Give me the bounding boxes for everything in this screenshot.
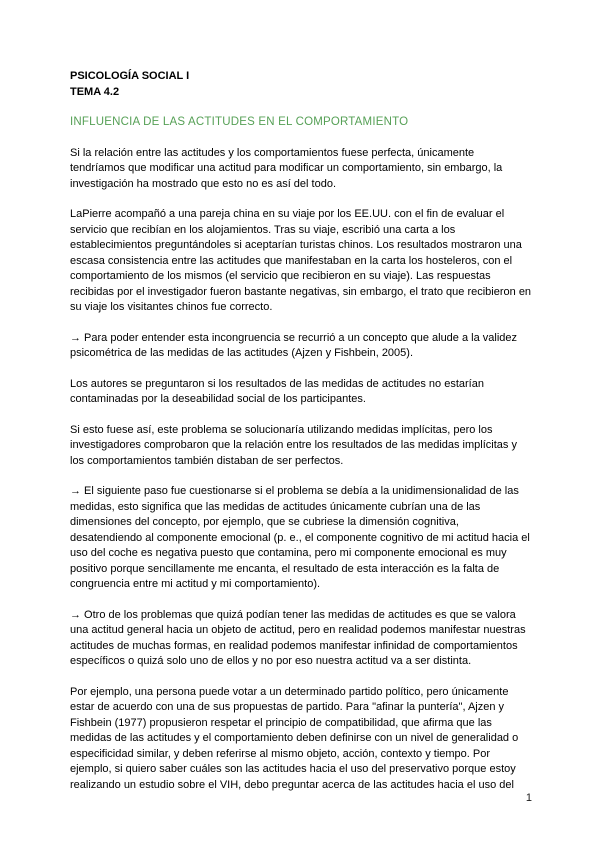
paragraph-medidas-implicitas: Si esto fuese así, este problema se solucionaría utilizando medidas implícitas, pero los investigadores comprobaron que la relación entre los resultados de las medidas implícitas y los comportamientos también distaban de ser perfectos.	[70, 423, 521, 467]
paragraph-unidimensionalidad: → El siguiente paso fue cuestionarse si el problema se debía a la unidimensionalidad de las medidas, esto significa que las medidas de actitudes únicamente cubrían una de las dimensiones del concepto, por ejemplo, que se cubriese la dimensión cognitiva, desatendiendo al componente emocional (p. e., el componente cognitivo de mi actitud hacia el uso del coche es negativa puesto que contamina, pero mi componente emocional es muy positivo porque sencillamente me encanta, el resultado de esta interacción es la falta de congruencia entre mi actitud y mi comportamiento).	[70, 485, 533, 590]
paragraph-intro: Si la relación entre las actitudes y los comportamientos fuese perfecta, únicamente tendríamos que modificar una actitud para modificar un comportamiento, sin embargo, la investigación ha mostrado que esto no es así del todo.	[70, 146, 506, 190]
paragraph-lapierre-study: LaPierre acompañó a una pareja china en su viaje por los EE.UU. con el fin de evaluar el servicio que recibían en los alojamientos. Tras su viaje, escribió una carta a los establecimientos preguntándoles si aceptarían turistas chinos. Los resultados mostraron una escasa consistencia entre las actitudes que manifestaban en la carta los hosteleros, con el comportamiento de los mismos (el servicio que recibieron en su viaje). Las respuestas recibidas por el investigador fueron bastante negativas, sin embargo, el trato que recibieron en su viaje los visitantes chinos fue correcto.	[70, 208, 535, 313]
section-title: INFLUENCIA DE LAS ACTITUDES EN EL COMPORTAMIENTO	[70, 116, 409, 128]
doc-header	[70, 69, 532, 100]
paragraph-deseabilidad: Los autores se preguntaron si los resultados de las medidas de actitudes no estarían contaminadas por la deseabilidad social de los participantes.	[70, 377, 488, 405]
paragraph-actitud-general: → Otro de los problemas que quizá podían tener las medidas de actitudes es que se valora una actitud general hacia un objeto de actitud, pero en realidad podemos manifestar nuestras actitudes de muchas formas, en realidad podemos manifestar infinidad de comportamientos específicos o quizá solo uno de ellos y no por eso nuestra actitud va a ser distinta.	[70, 608, 529, 667]
document-content	[70, 69, 535, 793]
doc-topic-number: TEMA 4.2	[70, 85, 120, 98]
page-number: 1	[525, 792, 532, 804]
paragraph-incongruencia: → Para poder entender esta incongruencia se recurrió a un concepto que alude a la validez psicométrica de las medidas de las actitudes (Ajzen y Fishbein, 2005).	[70, 331, 521, 359]
paragraph-compatibilidad: Por ejemplo, una persona puede votar a un determinado partido político, pero únicamente estar de acuerdo con una de sus propuestas de partido. Para "afinar la puntería", Ajzen y Fishbein (1977) propusieron respetar el principio de compatibilidad, que afirma que las medidas de las actitudes y el comportamiento deben definirse con un nivel de generalidad o especificidad similar, y deben referirse al mismo objeto, acción, contexto y tiempo. Por ejemplo, si quiero saber cuáles son las actitudes hacia el uso del preservativo porque estoy realizando un estudio sobre el VIH, debo preguntar acerca de las actitudes hacia el uso del	[70, 685, 522, 791]
doc-course-title: PSICOLOGÍA SOCIAL I	[70, 70, 190, 82]
